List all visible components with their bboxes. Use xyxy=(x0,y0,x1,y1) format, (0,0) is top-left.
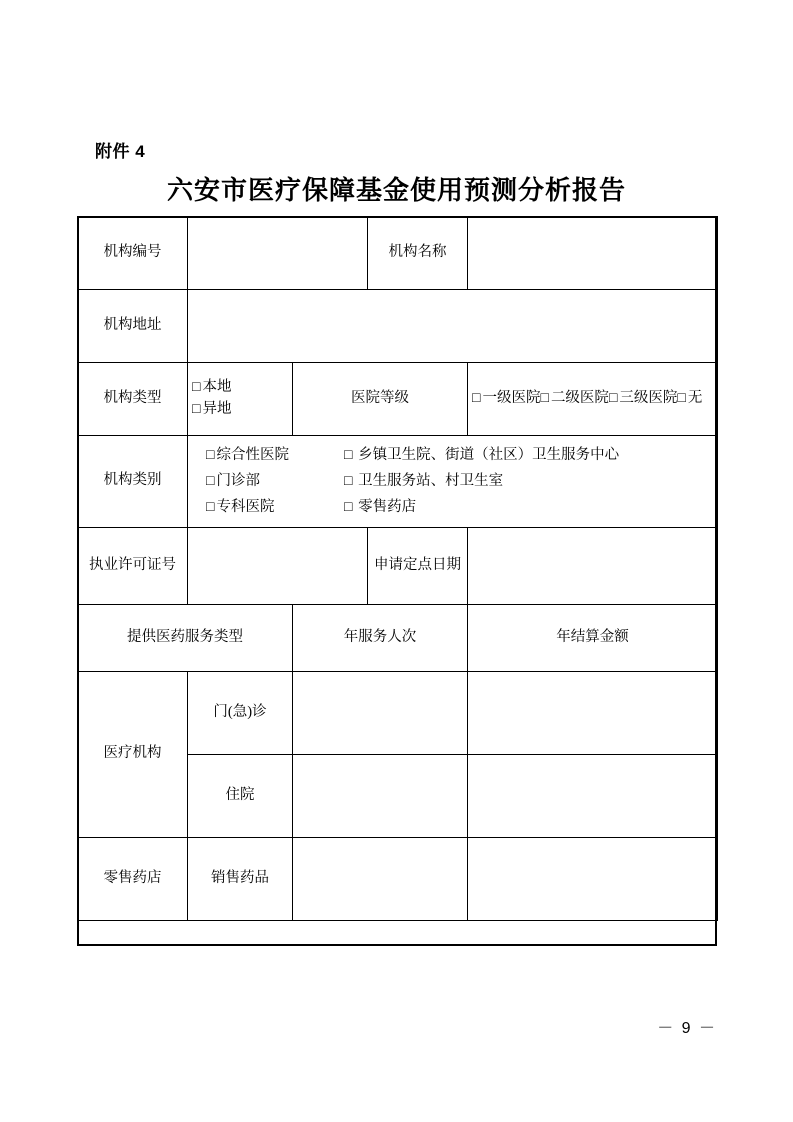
label-org-address: 机构地址 xyxy=(78,290,188,363)
field-apply-date[interactable] xyxy=(468,527,718,604)
label-org-category: 机构类别 xyxy=(78,436,188,528)
checkbox-health-station[interactable] xyxy=(344,468,713,494)
checkbox-label: 乡镇卫生院、街道（社区）卫生服务中心 xyxy=(358,447,620,463)
label-org-type: 机构类型 xyxy=(78,363,188,436)
table-row xyxy=(78,837,718,920)
checkbox-icon[interactable] xyxy=(540,390,550,406)
header-annual-visits: 年服务人次 xyxy=(293,604,468,671)
label-inpatient: 住院 xyxy=(188,754,293,837)
page-title: 六安市医疗保障基金使用预测分析报告 xyxy=(166,175,626,205)
page-number: － 9 － xyxy=(657,1020,717,1037)
field-org-no[interactable] xyxy=(188,217,368,290)
checkbox-icon[interactable] xyxy=(192,379,202,395)
checkbox-label: 三级医院 xyxy=(619,390,678,407)
checkbox-label: 一级医院 xyxy=(482,390,541,407)
field-drug-sales-visits[interactable] xyxy=(293,837,468,920)
label-drug-sales: 销售药品 xyxy=(188,837,293,920)
label-medical-institution: 医疗机构 xyxy=(78,671,188,837)
checkbox-icon[interactable] xyxy=(677,390,687,406)
checkbox-label: 门诊部 xyxy=(216,473,260,490)
checkbox-grade-3[interactable] xyxy=(609,390,677,406)
checkbox-icon[interactable] xyxy=(344,473,354,489)
checkbox-label: 卫生服务站、村卫生室 xyxy=(358,473,504,490)
checkbox-label: 异地 xyxy=(202,401,232,417)
field-org-address[interactable] xyxy=(188,290,718,363)
checkbox-general-hospital[interactable] xyxy=(206,442,326,468)
label-org-name: 机构名称 xyxy=(368,217,468,290)
label-org-no: 机构编号 xyxy=(78,217,188,290)
checkbox-label: 零售药店 xyxy=(358,499,417,516)
checkbox-icon[interactable] xyxy=(472,390,482,406)
field-outpatient-visits[interactable] xyxy=(293,671,468,754)
field-org-name[interactable] xyxy=(468,217,718,290)
hospital-grade-options xyxy=(468,363,718,436)
attachment-label: 附件 4 xyxy=(95,142,146,161)
checkbox-label: 专科医院 xyxy=(216,499,275,516)
label-retail-pharmacy: 零售药店 xyxy=(78,837,188,920)
checkbox-icon[interactable] xyxy=(344,499,354,515)
checkbox-label: 二级医院 xyxy=(550,390,609,407)
table-row xyxy=(78,604,718,671)
checkbox-nonlocal[interactable] xyxy=(192,399,288,421)
checkbox-icon[interactable] xyxy=(344,447,354,463)
field-license-no[interactable] xyxy=(188,527,368,604)
field-inpatient-visits[interactable] xyxy=(293,754,468,837)
table-row xyxy=(78,671,718,754)
org-type-options xyxy=(188,363,293,436)
checkbox-label: 综合性医院 xyxy=(216,447,289,463)
checkbox-grade-2[interactable] xyxy=(540,390,608,406)
label-outpatient-emergency: 门(急)诊 xyxy=(188,671,293,754)
checkbox-label: 无 xyxy=(687,390,703,407)
checkbox-outpatient-dept[interactable] xyxy=(206,468,326,494)
header-service-type: 提供医药服务类型 xyxy=(78,604,293,671)
field-drug-sales-amount[interactable] xyxy=(468,837,718,920)
table-row xyxy=(78,363,718,436)
checkbox-local[interactable] xyxy=(192,377,288,399)
org-category-options xyxy=(188,436,718,528)
checkbox-grade-none[interactable] xyxy=(677,390,702,406)
header-annual-amount: 年结算金额 xyxy=(468,604,718,671)
checkbox-icon[interactable] xyxy=(206,473,216,489)
checkbox-icon[interactable] xyxy=(609,390,619,406)
checkbox-specialty-hospital[interactable] xyxy=(206,494,326,520)
table-row xyxy=(78,527,718,604)
checkbox-icon[interactable] xyxy=(206,447,216,463)
label-apply-date: 申请定点日期 xyxy=(368,527,468,604)
checkbox-icon[interactable] xyxy=(192,401,202,417)
checkbox-icon[interactable] xyxy=(206,499,216,515)
label-hospital-grade: 医院等级 xyxy=(293,363,468,436)
label-license-no: 执业许可证号 xyxy=(78,527,188,604)
table-row xyxy=(78,217,718,290)
checkbox-grade-1[interactable] xyxy=(472,390,540,406)
report-form-table xyxy=(77,216,718,921)
table-row xyxy=(78,290,718,363)
table-row xyxy=(78,436,718,528)
checkbox-township-health-center[interactable] xyxy=(344,442,713,468)
checkbox-label: 本地 xyxy=(202,379,232,396)
field-inpatient-amount[interactable] xyxy=(468,754,718,837)
checkbox-retail-pharmacy[interactable] xyxy=(344,494,713,520)
field-outpatient-amount[interactable] xyxy=(468,671,718,754)
